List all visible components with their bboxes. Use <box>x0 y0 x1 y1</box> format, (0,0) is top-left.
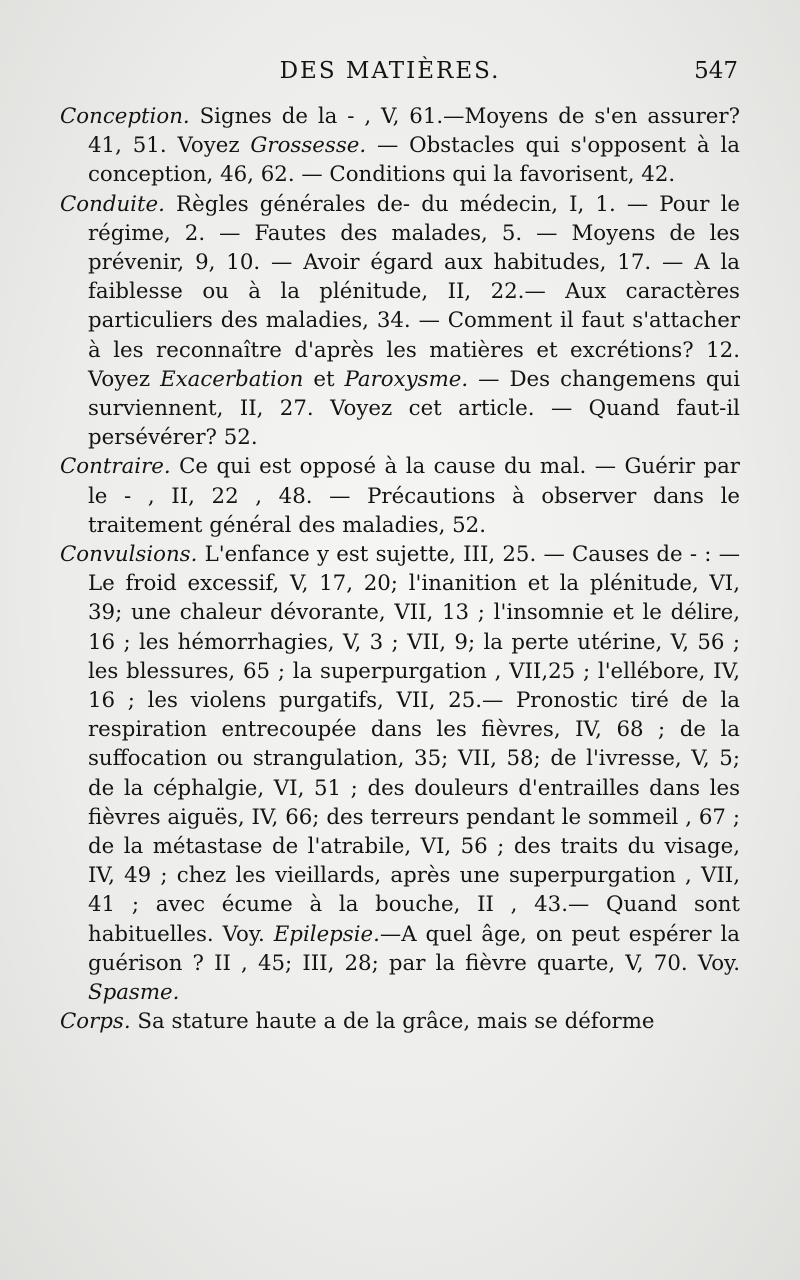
entry-headword: Contraire. <box>60 454 171 480</box>
entry-text: — Obstacles qui s'opposent à la conception, 46, 62. — Conditions qui la favorisent, 42. <box>88 133 740 188</box>
cross-reference: Exacerbation <box>160 366 304 392</box>
entry-headword: Conception. <box>60 104 190 129</box>
cross-reference: Epilepsie. <box>273 921 380 947</box>
entry-headword: Conduite. <box>60 191 165 217</box>
page-title: DES MATIÈRES. <box>279 58 501 84</box>
entry-text: et <box>303 366 345 392</box>
cross-reference: Paroxysme. <box>344 366 469 392</box>
entry-text: — Des changemens qui surviennent, II, 27. Voyez cet article. — Quand faut-il persévérer? 52. <box>88 366 741 451</box>
index-text <box>60 102 740 1037</box>
index-entry-corps <box>60 1007 740 1036</box>
entry-text: Ce qui est opposé à la cause du mal. — Guérir par le - , II, 22 , 48. — Précautions à observer dans le traitement général des maladies, 52. <box>88 454 740 538</box>
running-head <box>0 58 800 92</box>
entry-text: L'enfance y est sujette, III, 25. — Causes de - : — Le froid excessif, V, 17, 20; l'inanition et la plénitude, VI, 39; une chaleur dévorante, VII, 13 ; l'insomnie et le délire, 16 ; les hémorrhagies, V, 3 ; VII, 9; la perte utérine, V, 56 ; les blessures, 65 ; la superpurgation , VII,25 ; l'ellébore, IV, 16 ; les violens purgatifs, VII, 25.— Pronostic tiré de la respiration entrecoupée dans les fièvres, IV, 68 ; de la suffocation ou strangulation, 35; VII, 58; de l'ivresse, V, 5; de la céphalgie, VI, 51 ; des douleurs d'entrailles dans les fièvres aiguës, IV, 66; des terreurs pendant le sommeil , 67 ; de la métastase de l'atrabile, VI, 56 ; des traits du visage, IV, 49 ; chez les vieillards, après une superpurgation , VII, 41 ; avec écume à la bouche, II , 43.— Quand sont habituelles. Voy. <box>88 542 740 947</box>
entry-headword: Convulsions. <box>60 542 198 568</box>
entry-text: Signes de la - , V, 61.—Moyens de s'en assurer? 41, 51. Voyez <box>88 104 740 159</box>
entry-text: Règles générales de- du médecin, I, 1. — Pour le régime, 2. — Fautes des malades, 5. — Moyens de les prévenir, 9, 10. — Avoir égard aux habitudes, 17. — A la faiblesse ou à la plénitude, II, 22.— Aux caractères particuliers des maladies, 34. — Comment il faut s'attacher à les reconnaître d'après les matières et excrétions? 12. Voyez <box>88 191 740 392</box>
index-entry-contraire <box>60 452 740 540</box>
cross-reference: Grossesse. <box>250 133 367 159</box>
entry-headword: Corps. <box>60 1009 131 1035</box>
entry-text: Sa stature haute a de la grâce, mais se déforme <box>130 1009 655 1035</box>
index-entry-conception <box>60 102 740 190</box>
index-entry-convulsions <box>60 540 740 1007</box>
index-entry-conduite <box>60 190 740 453</box>
entry-text: —A quel âge, on peut espérer la guérison ? II , 45; III, 28; par la fièvre quarte, V, 70. Voy. <box>88 921 740 976</box>
page-number: 547 <box>694 58 738 84</box>
cross-reference: Spasme. <box>88 980 180 1006</box>
